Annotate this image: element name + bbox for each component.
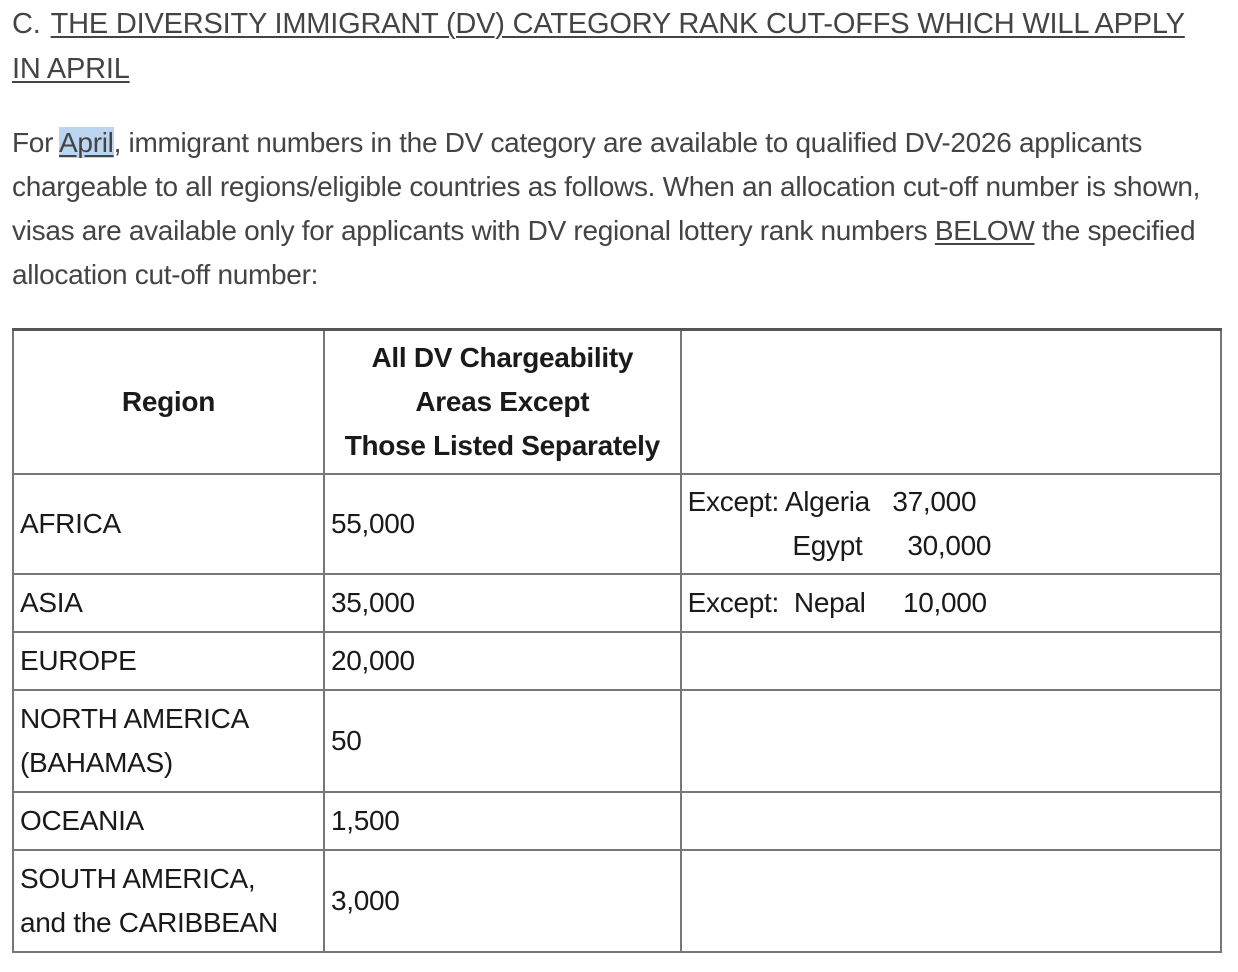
region-cell	[13, 690, 324, 792]
intro-text-before: For	[12, 127, 60, 158]
intro-text-after: the specified allocation cut-off number:	[12, 215, 1196, 290]
cutoff-value: 55,000	[330, 507, 415, 539]
table-row	[13, 574, 1221, 632]
cutoff-value: 35,000	[330, 586, 415, 618]
region-cell	[13, 574, 324, 632]
cutoff-value: 20,000	[330, 644, 415, 676]
region-name: OCEANIA	[20, 804, 144, 836]
region-name: ASIA	[20, 586, 83, 618]
exception-cell	[681, 632, 1221, 690]
exception-cell	[681, 792, 1221, 850]
section-title: THE DIVERSITY IMMIGRANT (DV) CATEGORY RANK CUT-OFFS WHICH WILL APPLY IN APRIL	[12, 8, 1185, 85]
table-header-row	[13, 330, 1221, 474]
section-letter: C.	[12, 8, 41, 40]
cutoff-cell	[324, 850, 681, 952]
region-name: SOUTH AMERICA,	[20, 862, 256, 894]
section-heading	[12, 2, 1212, 92]
exception-cell	[681, 690, 1221, 792]
exception-nepal: Except: Nepal 10,000	[687, 586, 987, 618]
intro-paragraph	[12, 121, 1227, 297]
header-all-areas-line1: All DV Chargeability	[371, 341, 634, 373]
region-cell	[13, 792, 324, 850]
table-row	[13, 690, 1221, 792]
region-name-line2: (BAHAMAS)	[20, 746, 173, 778]
intro-text-middle: , immigrant numbers in the DV category are available to qualified DV-2026 applicants chargeable to all regions/eligible countries as follows. When an allocation cut-off number is shown, visas are available only for applicants with DV regional lottery rank numbers	[12, 127, 1201, 246]
region-cell	[13, 474, 324, 574]
header-all-areas-line2: Areas Except	[415, 385, 590, 417]
table-row	[13, 632, 1221, 690]
region-cell	[13, 850, 324, 952]
intro-emphasis-below: BELOW	[934, 215, 1035, 246]
dv-cutoff-table	[12, 328, 1222, 953]
cutoff-cell	[324, 574, 681, 632]
cutoff-cell	[324, 690, 681, 792]
table-row	[13, 792, 1221, 850]
header-region-label: Region	[121, 385, 216, 417]
header-all-areas-line3: Those Listed Separately	[344, 429, 660, 461]
header-exceptions	[681, 330, 1221, 474]
region-name: EUROPE	[20, 644, 137, 676]
cutoff-value: 3,000	[330, 884, 400, 916]
intro-highlighted-month[interactable]: April	[59, 127, 114, 158]
exception-algeria: Except: Algeria 37,000	[687, 485, 977, 517]
cutoff-value: 1,500	[330, 804, 400, 836]
exception-egypt: Egypt 30,000	[687, 529, 992, 561]
header-region	[13, 330, 324, 474]
header-all-areas	[324, 330, 681, 474]
exception-cell	[681, 574, 1221, 632]
region-cell	[13, 632, 324, 690]
region-name-line2: and the CARIBBEAN	[20, 906, 278, 938]
exception-cell	[681, 850, 1221, 952]
region-name: NORTH AMERICA	[20, 702, 249, 734]
cutoff-cell	[324, 474, 681, 574]
exception-cell	[681, 474, 1221, 574]
cutoff-value: 50	[330, 724, 362, 756]
region-name: AFRICA	[20, 507, 121, 539]
cutoff-cell	[324, 792, 681, 850]
cutoff-cell	[324, 632, 681, 690]
table-row	[13, 850, 1221, 952]
table-row	[13, 474, 1221, 574]
